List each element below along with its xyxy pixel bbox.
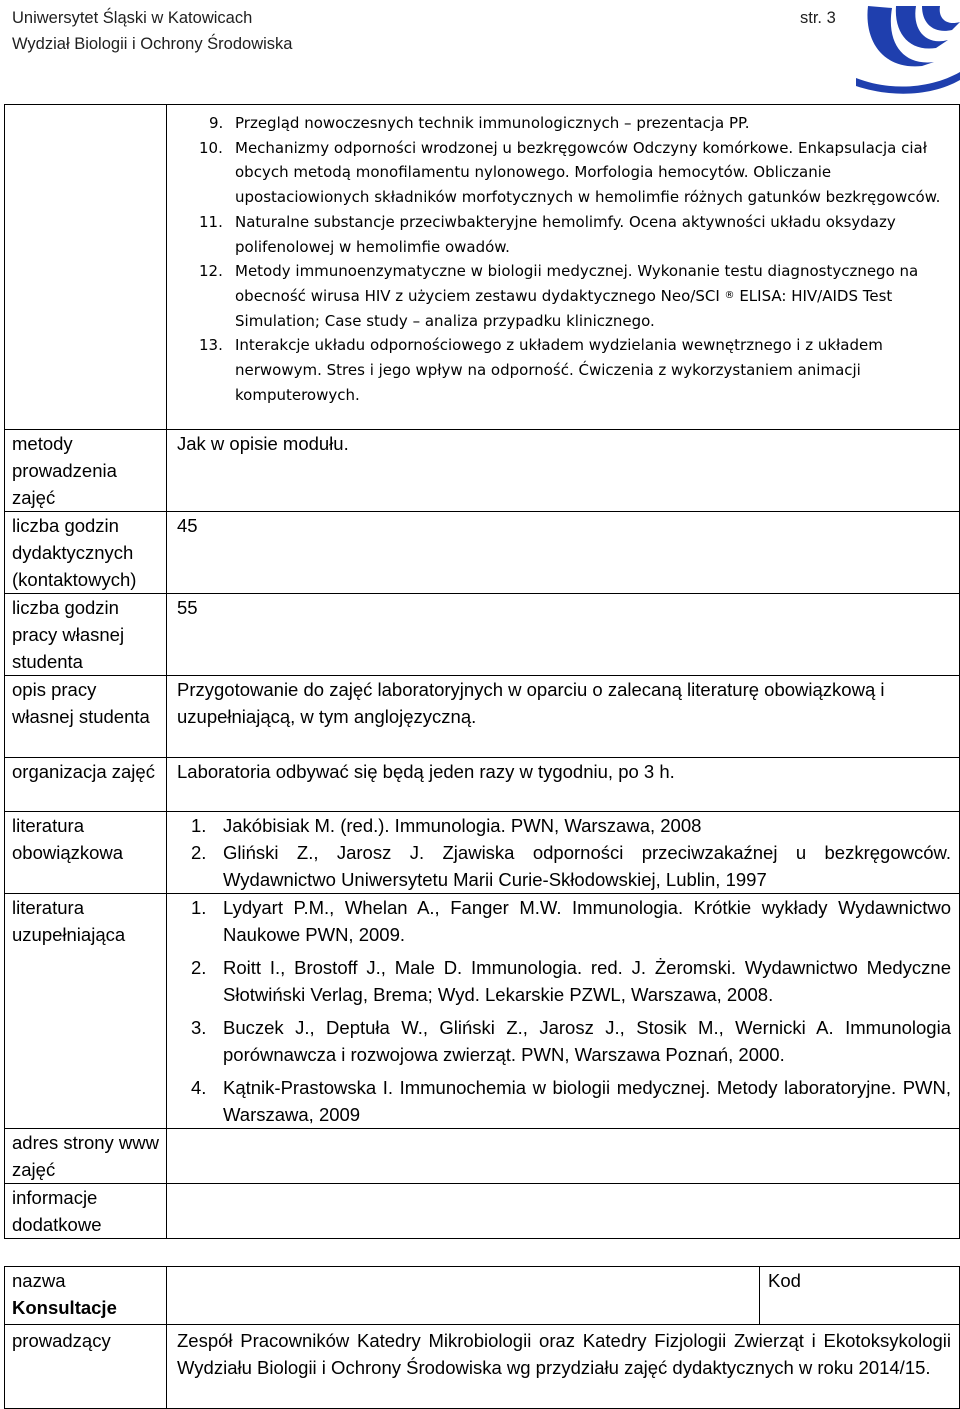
page-number: str. 3: [800, 9, 836, 27]
list-item: 4. Kątnik-Prastowska I. Immunochemia w biologii medycznej. Metody laboratoryjne. PWN, Warszawa, 2009: [191, 1077, 951, 1125]
registered-mark: ®: [724, 289, 735, 301]
self-hours-value: 55: [167, 594, 960, 676]
faculty-name: Wydział Biologii i Ochrony Środowiska: [12, 35, 293, 53]
self-work-value: Przygotowanie do zajęć laboratoryjnych w oparciu o zalecaną literaturę obowiązkową i uzupełniającą, w tym anglojęzyczną.: [167, 676, 960, 758]
self-hours-label: liczba godzin pracy własnej studenta: [5, 594, 167, 676]
contact-hours-label: liczba godzin dydaktycznych (kontaktowych): [5, 512, 167, 594]
topics-label-cell: [5, 105, 167, 430]
lead-value: Zespół Pracowników Katedry Mikrobiologii oraz Katedry Fizjologii Zwierząt i Ekotoksykologii Wydziału Biologii i Ochrony Środowiska wg przydziału zajęć dydaktycznych w roku 2014/15.: [167, 1325, 960, 1409]
lead-label: prowadzący: [5, 1325, 167, 1409]
list-item: 3. Buczek J., Deptuła W., Gliński Z., Jarosz J., Stosik M., Wernicki A. Immunologia porównawcza i rozwojowa zwierząt. PWN, Warszawa Poznań, 2000.: [191, 1017, 951, 1065]
organization-label: organizacja zajęć: [5, 758, 167, 812]
course-table: [4, 104, 960, 1239]
name-value: Konsultacje: [12, 1297, 117, 1318]
consultations-table: [4, 1266, 960, 1409]
list-item: 2. Gliński Z., Jarosz J. Zjawiska odporności przeciwzakaźnej u bezkręgowców. Wydawnictwo Uniwersytetu Marii Curie-Skłodowskiej, Lublin, 1997: [191, 842, 951, 890]
info-label: informacje dodatkowe: [5, 1184, 167, 1239]
name-spacer: [167, 1267, 760, 1325]
info-value: [167, 1184, 960, 1239]
organization-value: Laboratoria odbywać się będą jeden razy w tygodniu, po 3 h.: [167, 758, 960, 812]
lit-extra-label: literatura uzupełniająca: [5, 894, 167, 1129]
self-work-label: opis pracy własnej studenta: [5, 676, 167, 758]
list-item: 1. Jakóbisiak M. (red.). Immunologia. PWN, Warszawa, 2008: [191, 815, 702, 836]
topics-cell: [167, 105, 960, 430]
university-name: Uniwersytet Śląski w Katowicach: [12, 9, 253, 27]
lit-extra-list: [177, 894, 951, 1128]
topic-item: 10. Mechanizmy odporności wrodzonej u bezkręgowców Odczyny komórkowe. Enkapsulacja ciał obcych metodą monofilamentu nylonowego. Morfologia hemocytów. Obliczanie upostaciowionych składników morfotycznych w hemolimfie różnych gatunków bezkręgowców.: [199, 138, 941, 207]
name-cell: [5, 1267, 167, 1325]
list-item: 1. Lydyart P.M., Whelan A., Fanger M.W. Immunologia. Krótkie wykłady Wydawnictwo Naukowe PWN, 2009.: [191, 897, 951, 945]
lit-required-cell: [167, 812, 960, 894]
topic-item: 13. Interakcje układu odpornościowego z układem wydzielania wewnętrznego i z układem nerwowym. Stres i jego wpływ na odporność. Ćwiczenia z wykorzystaniem animacji komputerowych.: [199, 336, 883, 404]
topic-item: 12. Metody immunoenzymatyczne w biologii medycznej. Wykonanie testu diagnostycznego na obecność wirusa HIV z użyciem zestawu dydaktycznego Neo/SCI ® ELISA: HIV/AIDS Test Simulation; Case study – analiza przypadku klinicznego.: [199, 262, 919, 330]
methods-value: Jak w opisie modułu.: [167, 430, 960, 512]
code-label: Kod: [760, 1267, 960, 1325]
contact-hours-value: 45: [167, 512, 960, 594]
name-label: nazwa: [12, 1270, 66, 1291]
lit-required-label: literatura obowiązkowa: [5, 812, 167, 894]
lit-extra-cell: [167, 894, 960, 1129]
www-value: [167, 1129, 960, 1184]
www-label: adres strony www zajęć: [5, 1129, 167, 1184]
lit-required-list: [177, 812, 951, 893]
university-logo-icon: [852, 0, 960, 96]
methods-label: metody prowadzenia zajęć: [5, 430, 167, 512]
topic-item: 9. Przegląd nowoczesnych technik immunologicznych – prezentacja PP.: [209, 114, 750, 132]
page-header: [12, 5, 292, 57]
topic-item: 11. Naturalne substancje przeciwbakteryjne hemolimfy. Ocena aktywności układu oksydazy polifenolowej w hemolimfie owadów.: [199, 212, 896, 256]
list-item: 2. Roitt I., Brostoff J., Male D. Immunologia. red. J. Żeromski. Wydawnictwo Medyczne Słotwiński Verlag, Brema; Wyd. Lekarskie PZWL, Warszawa, 2008.: [191, 957, 951, 1005]
